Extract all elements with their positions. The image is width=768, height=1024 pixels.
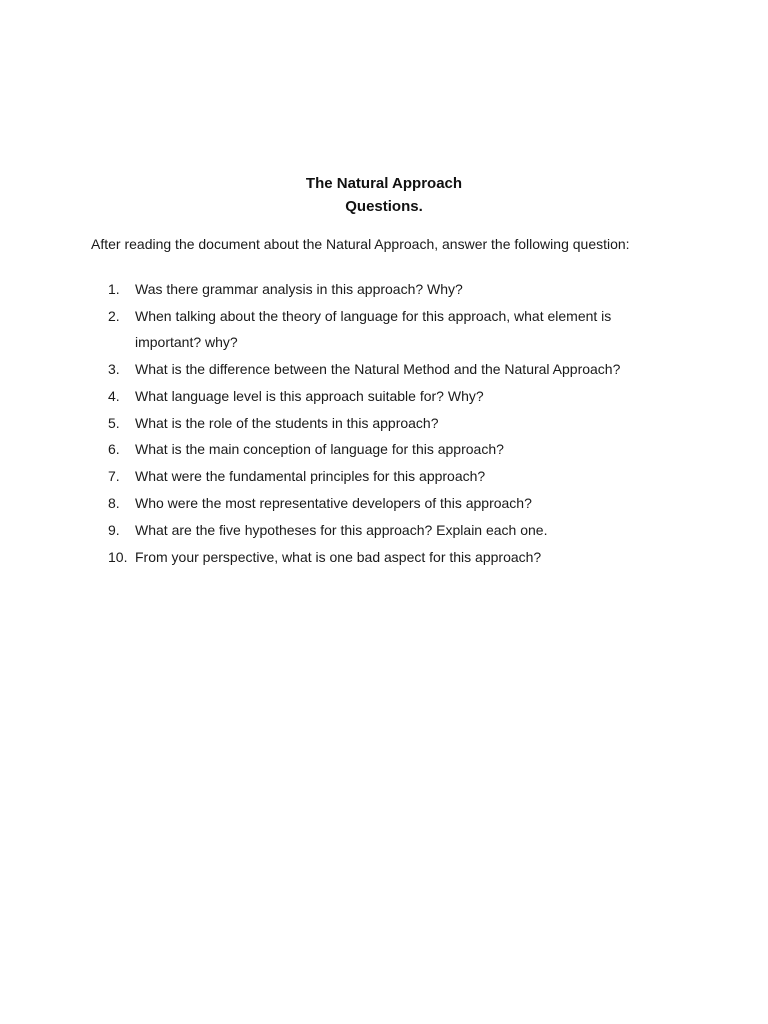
question-text: From your perspective, what is one bad aspect for this approach? [135, 549, 542, 565]
question-text-continuation: important? why? [135, 334, 238, 350]
question-number: 2. [108, 308, 120, 324]
question-text: What is the difference between the Natural Method and the Natural Approach? [135, 361, 621, 377]
question-number: 10. [108, 549, 128, 565]
question-number: 8. [108, 495, 120, 511]
question-text [135, 306, 665, 352]
question-text: What is the main conception of language for this approach? [135, 441, 504, 457]
question-text: What were the fundamental principles for this approach? [135, 468, 486, 484]
question-number: 6. [108, 441, 120, 457]
document-title: The Natural Approach [305, 175, 463, 192]
question-number: 5. [108, 415, 120, 431]
question-number: 3. [108, 361, 120, 377]
question-number: 4. [108, 388, 120, 404]
question-text: What are the five hypotheses for this approach? Explain each one. [135, 522, 548, 538]
question-number: 9. [108, 522, 120, 538]
question-text: Who were the most representative developers of this approach? [135, 495, 532, 511]
question-text: What language level is this approach suitable for? Why? [135, 388, 484, 404]
question-number: 1. [108, 281, 120, 297]
document-subtitle: Questions. [345, 198, 423, 215]
intro-text: After reading the document about the Natural Approach, answer the following question: [91, 236, 630, 252]
question-text: Was there grammar analysis in this approach? Why? [135, 281, 463, 297]
question-number: 7. [108, 468, 120, 484]
question-text: What is the role of the students in this approach? [135, 415, 439, 431]
question-text-line: When talking about the theory of language for this approach, what element is [135, 308, 612, 324]
